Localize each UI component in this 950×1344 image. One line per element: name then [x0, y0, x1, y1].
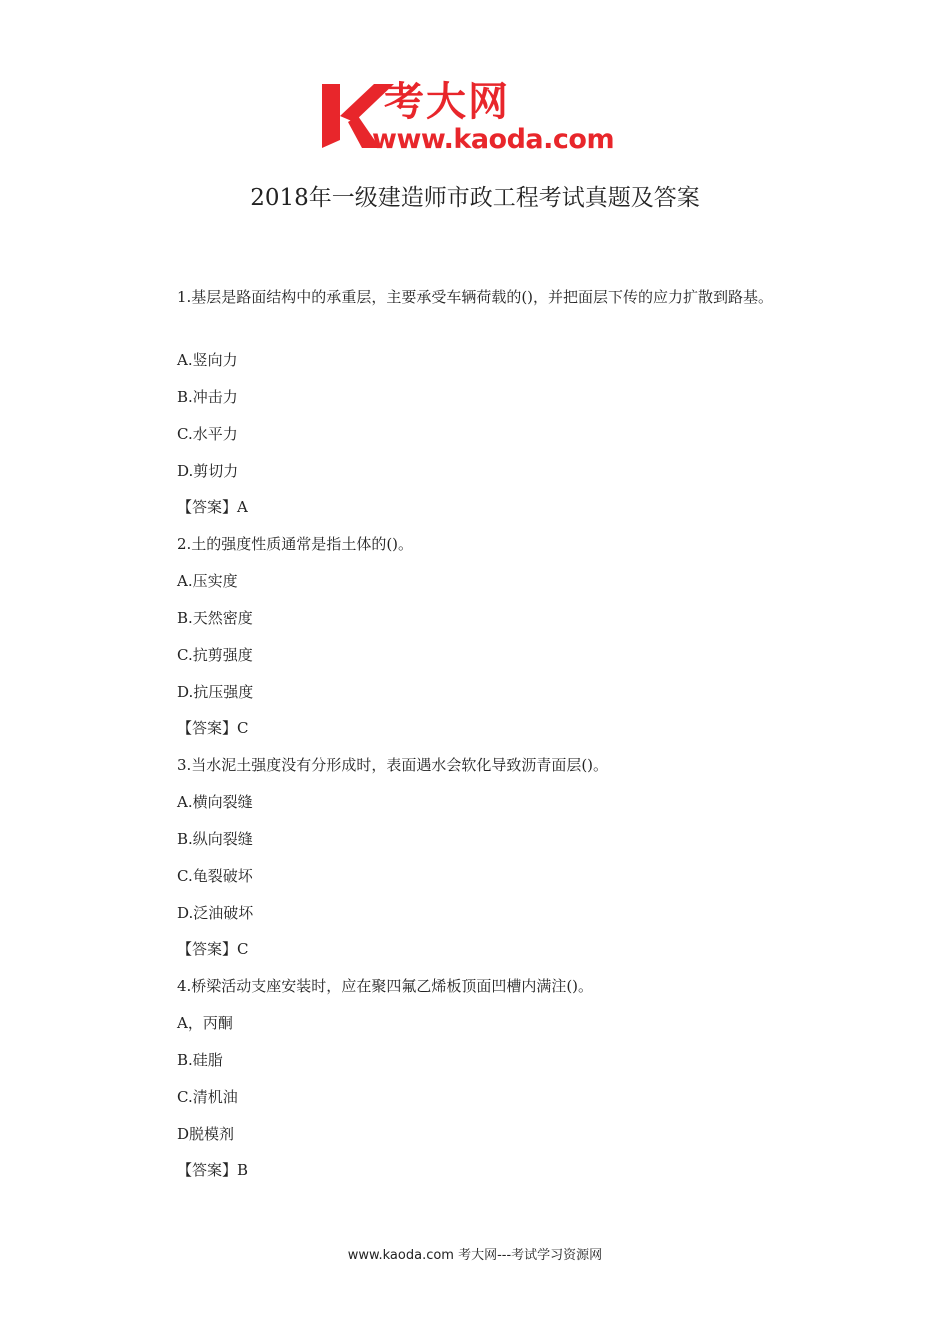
option-a: A，丙酮	[177, 1014, 233, 1032]
answer-line: 【答案】C	[177, 940, 249, 958]
option-d: D.抗压强度	[177, 683, 254, 701]
option-b: B.天然密度	[177, 609, 253, 627]
option-b: B.硅脂	[177, 1051, 223, 1069]
answer-line: 【答案】B	[177, 1161, 249, 1179]
option-c: C.龟裂破坏	[177, 867, 253, 885]
logo-chinese-name: 考大网	[384, 79, 510, 125]
logo-url: www.kaoda.com	[372, 124, 615, 155]
answer-line: 【答案】A	[177, 498, 248, 516]
option-c: C.抗剪强度	[177, 646, 253, 664]
question-stem: 4.桥梁活动支座安装时，应在聚四氟乙烯板顶面凹槽内满注()。	[177, 977, 594, 995]
option-b: B.冲击力	[177, 388, 238, 406]
option-a: A.压实度	[177, 572, 238, 590]
option-c: C.水平力	[177, 425, 238, 443]
page-footer: www.kaoda.com 考大网---考试学习资源网	[347, 1248, 603, 1263]
document-title: 2018年一级建造师市政工程考试真题及答案	[250, 185, 700, 211]
option-b: B.纵向裂缝	[177, 830, 253, 848]
option-a: A.竖向力	[177, 351, 238, 369]
answer-line: 【答案】C	[177, 719, 249, 737]
option-a: A.横向裂缝	[177, 793, 253, 811]
kaoda-logo	[318, 78, 638, 160]
option-d: D.剪切力	[177, 462, 239, 480]
option-d: D脱模剂	[177, 1125, 235, 1143]
question-stem: 1.基层是路面结构中的承重层，主要承受车辆荷载的()，并把面层下传的应力扩散到路基。	[177, 288, 774, 306]
option-c: C.清机油	[177, 1088, 238, 1106]
question-stem: 3.当水泥土强度没有分形成时，表面遇水会软化导致沥青面层()。	[177, 756, 609, 774]
option-d: D.泛油破坏	[177, 904, 254, 922]
question-stem: 2.土的强度性质通常是指土体的()。	[177, 535, 414, 553]
